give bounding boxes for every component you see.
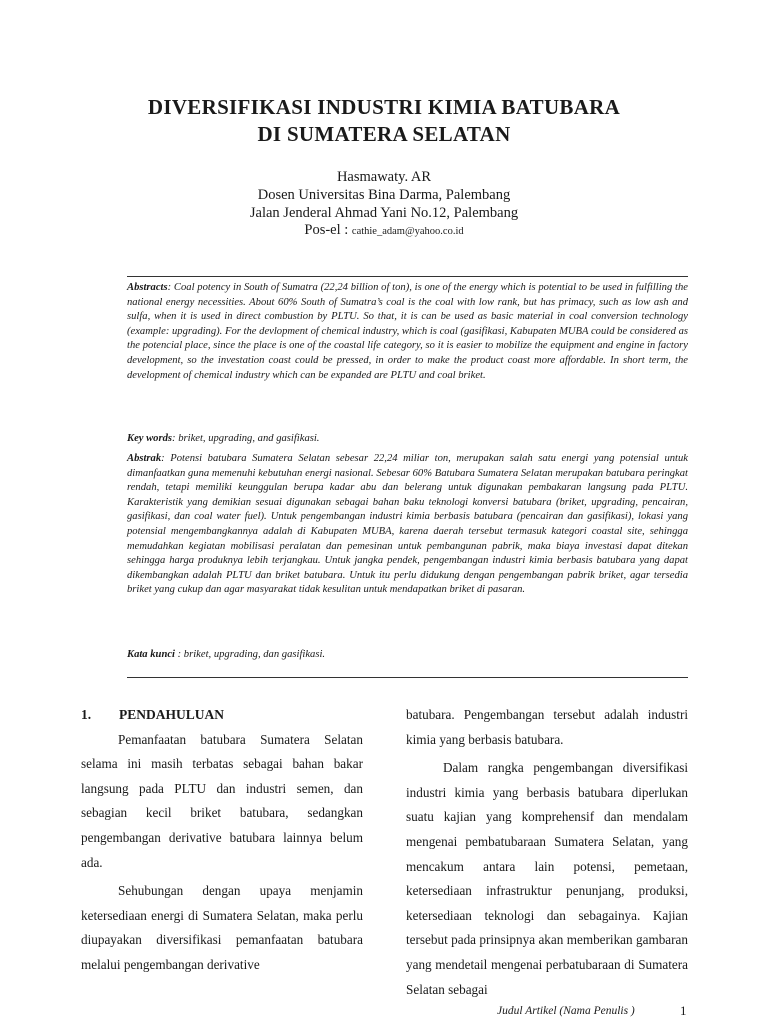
left-column <box>81 703 363 978</box>
author-email-line <box>0 221 768 241</box>
keywords-indonesian-text: : briket, upgrading, dan gasifikasi. <box>174 649 326 660</box>
section-number: 1. <box>81 707 92 722</box>
abstract-bottom-rule <box>127 677 688 678</box>
author-affiliation: Dosen Universitas Bina Darma, Palembang <box>257 187 511 203</box>
left-paragraph-1: Pemanfaatan batubara Sumatera Selatan selama ini masih terbatas sebagai bahan bakar langsung pada PLTU dan industri semen, dan sebagian kecil briket batubara, sedangkan pengembangan derivative batubara lainnya belum ada. <box>81 731 363 870</box>
abstract-indonesian-label: Abstrak <box>127 453 162 464</box>
abstract-english-text: : Coal potency in South of Sumatra (22,24 billion of ton), is one of the energy which is potential to be used in fulfilling the national energy necessities. About 60% South of Sumatra’s coal is the coal with low rank, but has primacy, such as low ash and sulfa, when it is used in direct combustion by PLTU. So that, it is can be used as basic material in coal conversion technology (example: upgrading). For the devlopment of chemical industry, which is coal (gasifikasi, Kabupaten MUBA could be considered as the potencial place, since the place is one of the coastal life category, so it is easier to mobilize the equipment and engine in factory development, so the investation coast could be pressed, in order to make the product coast more affordable. In short term, the development of chemical industry which can be expanded are PLTU and coal briket. <box>127 282 688 381</box>
section-heading <box>81 703 363 728</box>
author-address: Jalan Jenderal Ahmad Yani No.12, Palembang <box>249 205 519 221</box>
page-number: 1 <box>680 1003 687 1018</box>
abstract-indonesian-text: : Potensi batubara Sumatera Selatan sebesar 22,24 miliar ton, merupakan salah satu energi yang potensial untuk dimanfaatkan guna memenuhi kebutuhan energi nasional. Sebesar 60% Batubara Sumatera Selatan merupakan batubara peringkat rendah, tetapi memiliki keunggulan berupa kadar abu dan belerang untuk digunakan pembakaran langsung pada PLTU. Karakteristik yang demikian sesuai digunakan sebagai bahan baku teknologi konversi batubara (briket, upgrading, pencairan, gasifikasi, dan coal water fuel). Untuk pengembangan industri kimia berbasis batubara (pencairan dan gasifikasi), lokasi yang potensial mengembangkannya adalah di Kabupaten MUBA, karena daerah tersebut termasuk kategori coastal site, sehingga memudahkan kegiatan mobilisasi peralatan dan pemesinan untuk pembangunan pabrik, maka biaya investasi dapat ditekan sehingga harga produknya lebih terjangkau. Untuk jangka pendek, pengembangan industri kimia berbasis batubara yang dapat dikembangkan adalah PLTU dan briket batubara. Untuk itu perlu didukung dengan pengembangan pabrik briket, agar tersedia briket yang cukup dan agar masyarakat tidak kesulitan untuk mendapatkan briket di pasaran. <box>127 453 688 596</box>
keywords-indonesian <box>127 648 688 663</box>
author-name: Hasmawaty. AR <box>336 169 432 185</box>
right-paragraph-1: batubara. Pengembangan tersebut adalah industri kimia yang berbasis batubara. <box>406 707 688 747</box>
section-title: PENDAHULUAN <box>119 707 225 722</box>
paper-title-line-2: DI SUMATERA SELATAN <box>257 122 511 146</box>
right-paragraph-2: Dalam rangka pengembangan diversifikasi industri kimia yang berbasis batubara diperlukan suatu kajian yang komprehensif dan mendalam mengenai pembatubaraan Sumatera Selatan, yang mencakum antara lain potensi, pemetaan, ketersediaan infrastruktur penunjang, produksi, ketersediaan teknologi dan sebagainya. Kajian tersebut pada prinsipnya akan memberikan gambaran yang mendetail mengenai perbatubaraan di Sumatera Selatan sebagai <box>406 760 688 997</box>
abstract-english <box>127 281 688 383</box>
keywords-english-label: Key words <box>127 433 173 444</box>
abstract-top-rule <box>127 276 688 277</box>
running-title: Judul Artikel (Nama Penulis ) <box>497 1005 635 1017</box>
abstract-indonesian <box>127 452 688 598</box>
right-column <box>406 703 688 1002</box>
keywords-english-text: : briket, upgrading, and gasifikasi. <box>172 433 320 444</box>
abstract-english-label: Abstracts <box>127 282 168 293</box>
paper-title-line-1: DIVERSIFIKASI INDUSTRI KIMIA BATUBARA <box>147 95 621 119</box>
email-address: cathie_adam@yahoo.co.id <box>351 226 464 237</box>
left-paragraph-2: Sehubungan dengan upaya menjamin ketersediaan energi di Sumatera Selatan, maka perlu diupayakan diversifikasi pemanfaatan batubara melalui pengembangan derivative <box>81 883 363 972</box>
email-label: Pos-el : <box>304 222 352 238</box>
keywords-indonesian-label: Kata kunci <box>127 649 175 660</box>
keywords-english <box>127 432 688 447</box>
